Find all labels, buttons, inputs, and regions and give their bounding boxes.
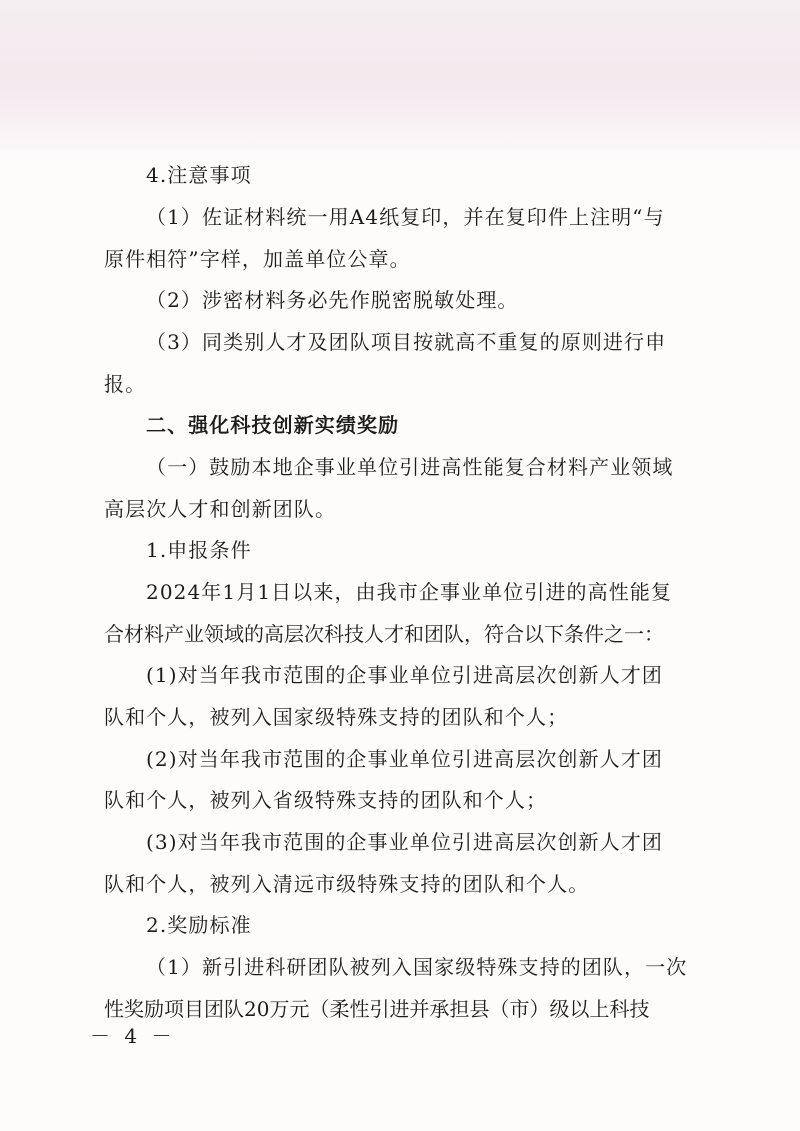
paragraph-line: （3）同类别人才及团队项目按就高不重复的原则进行申 — [146, 330, 667, 354]
section-item-title: 2.奖励标准 — [146, 913, 252, 937]
section-heading: 二、强化科技创新实绩奖励 — [146, 413, 400, 437]
paragraph-line: 性奖励项目团队20万元（柔性引进并承担县（市）级以上科技 — [104, 997, 650, 1021]
paragraph-line: （2）涉密材料务必先作脱密脱敏处理。 — [146, 288, 519, 312]
paragraph-line: （1）新引进科研团队被列入国家级特殊支持的团队，一次 — [146, 955, 688, 979]
paragraph-line: 队和个人，被列入国家级特殊支持的团队和个人； — [104, 705, 569, 729]
paragraph-line: （一）鼓励本地企事业单位引进高性能复合材料产业领域 — [146, 455, 674, 479]
paragraph-line: (3)对当年我市范围的企事业单位引进高层次创新人才团 — [146, 830, 663, 854]
paragraph-line: （1）佐证材料统一用A4纸复印，并在复印件上注明“与 — [146, 205, 665, 229]
section-item-title: 4.注意事项 — [146, 163, 252, 187]
section-item-title: 1.申报条件 — [146, 538, 252, 562]
paragraph-line: 队和个人，被列入省级特殊支持的团队和个人； — [104, 788, 548, 812]
paragraph-line: 2024年1月1日以来，由我市企事业单位引进的高性能复 — [146, 580, 673, 604]
paragraph-line: (1)对当年我市范围的企事业单位引进高层次创新人才团 — [146, 663, 663, 687]
paragraph-line: 原件相符”字样，加盖单位公章。 — [104, 247, 411, 271]
page-number: － 4 － — [90, 1024, 176, 1048]
paragraph-line: 高层次人才和创新团队。 — [104, 497, 337, 521]
paragraph-line: 报。 — [104, 372, 147, 396]
paragraph-line: 队和个人，被列入清远市级特殊支持的团队和个人。 — [104, 872, 590, 896]
paragraph-line: (2)对当年我市范围的企事业单位引进高层次创新人才团 — [146, 747, 663, 771]
paragraph-line: 合材料产业领域的高层次科技人才和团队，符合以下条件之一： — [104, 622, 664, 646]
